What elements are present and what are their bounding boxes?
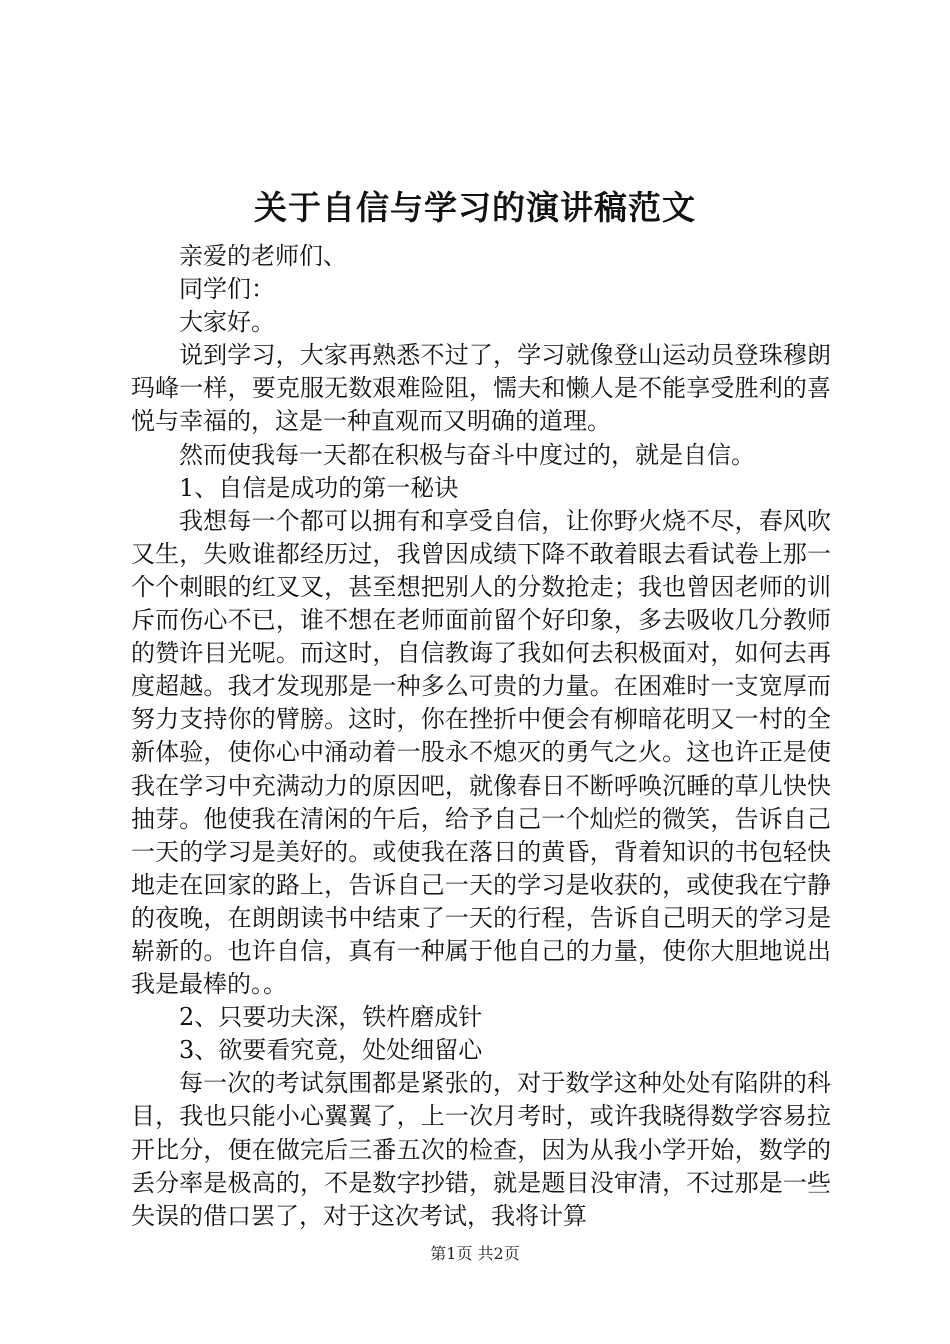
section-heading-3: 3、欲要看究竟，处处细留心 — [179, 1036, 483, 1065]
paragraph-greeting: 大家好。 — [179, 308, 275, 337]
page-footer: 第1页 共2页 — [430, 1244, 520, 1263]
section-heading-2: 2、只要功夫深，铁杵磨成针 — [179, 1003, 483, 1032]
document-body — [131, 240, 831, 1233]
paragraph-salutation-1: 亲爱的老师们、 — [179, 242, 347, 270]
paragraph-intro: 说到学习，大家再熟悉不过了，学习就像登山运动员登珠穆朗玛峰一样，要克服无数艰难险阻，懦夫和懒人是不能享受胜利的喜悦与幸福的，这是一种直观而又明确的道理。 — [131, 341, 831, 436]
document-title: 关于自信与学习的演讲稿范文 — [254, 188, 696, 227]
section-heading-1: 1、自信是成功的第一秘诀 — [179, 473, 459, 502]
paragraph-thesis: 然而使我每一天都在积极与奋斗中度过的，就是自信。 — [179, 440, 755, 469]
paragraph-salutation-2: 同学们： — [179, 275, 275, 304]
paragraph-section-1: 我想每一个都可以拥有和享受自信，让你野火烧不尽，春风吹又生，失败谁都经历过，我曾因成绩下降不敢着眼去看试卷上那一个个刺眼的红叉叉，甚至想把别人的分数抢走；我也曾因老师的训斥而伤心不已，谁不想在老师面前留个好印象，多去吸收几分教师的赞许目光呢。而这时，自信教诲了我如何去积极面对，如何去再度超越。我才发现那是一种多么可贵的力量。在困难时一支宽厚而努力支持你的臂膀。这时，你在挫折中便会有柳暗花明又一村的全新体验，使你心中涌动着一股永不熄灭的勇气之火。这也许正是使我在学习中充满动力的原因吧，就像春日不断呼唤沉睡的草儿快快抽芽。他使我在清闲的午后，给予自己一个灿烂的微笑，告诉自己一天的学习是美好的。或使我在落日的黄昏，背着知识的书包轻快地走在回家的路上，告诉自己一天的学习是收获的，或使我在宁静的夜晚，在朗朗读书中结束了一天的行程，告诉自己明天的学习是崭新的。也许自信，真有一种属于他自己的力量，使你大胆地说出我是最棒的。。 — [131, 506, 831, 999]
paragraph-section-3: 每一次的考试氛围都是紧张的，对于数学这种处处有陷阱的科目，我也只能小心翼翼了，上一次月考时，或许我晓得数学容易拉开比分，便在做完后三番五次的检查，因为从我小学开始，数学的丢分率是极高的，不是数字抄错，就是题目没审清，不过那是一些失误的借口罢了，对于这次考试，我将计算 — [131, 1069, 831, 1230]
